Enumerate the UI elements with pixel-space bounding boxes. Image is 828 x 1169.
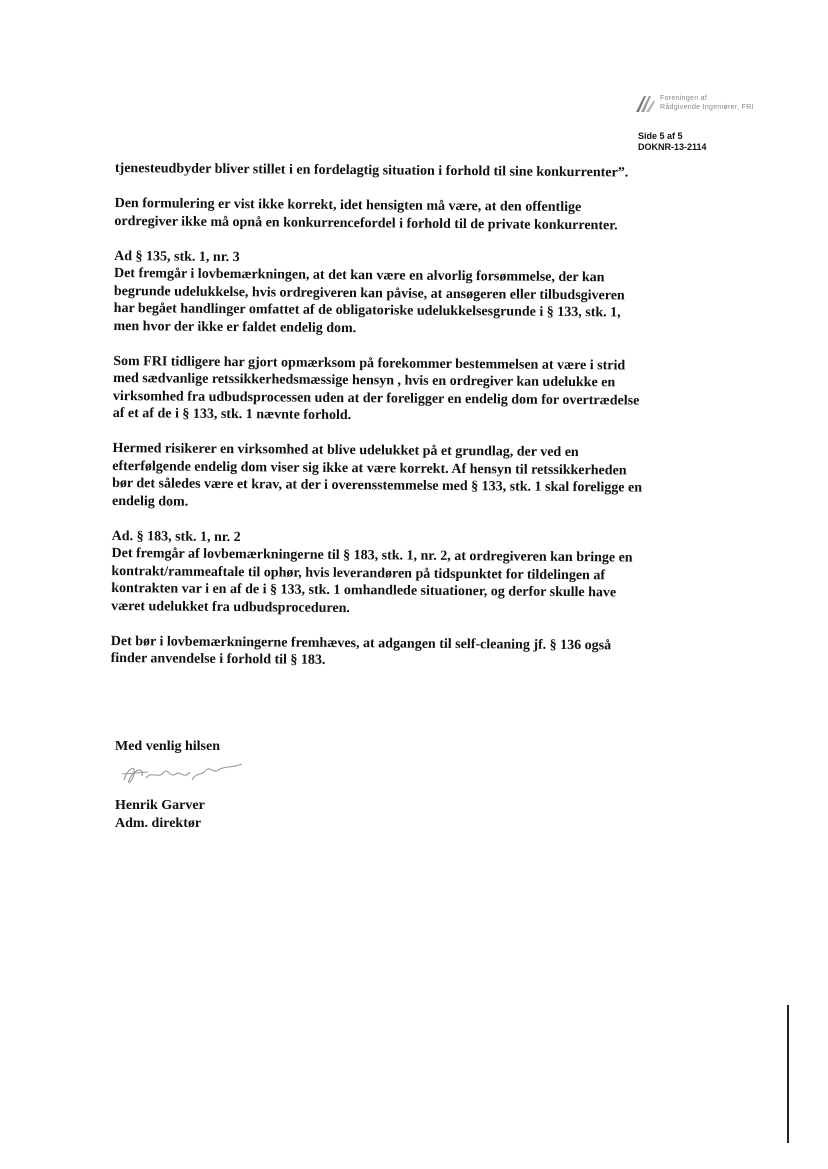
fri-logo: [636, 92, 796, 122]
logo-line-1: Foreningen af: [660, 95, 708, 102]
heading-183: Ad. § 183, stk. 1, nr. 2: [111, 528, 241, 545]
fri-logo-icon: [636, 92, 658, 114]
scan-edge-mark: [787, 1005, 789, 1143]
signer-name: Henrik Garver: [115, 798, 205, 813]
greeting: Med venlig hilsen: [115, 739, 221, 754]
paragraph-6: Det fremgår af lovbemærkningerne til § 183, stk. 1, nr. 2, at ordregiveren kan bringe en kontrakt/rammeaftale til ophør, hvis leverandøren på tidspunktet for tildelingen af kontrakten var i en af de i § 133, stk. 1 omhandlede situationer, og derfor skulle have været udelukket fra udbudsproceduren.: [111, 545, 633, 616]
document-number: DOKNR-13-2114: [638, 142, 707, 152]
letter-body: [110, 160, 645, 690]
signer-block: [115, 797, 205, 832]
heading-135: Ad § 135, stk. 1, nr. 3: [114, 248, 240, 265]
page-info: [638, 131, 707, 153]
paragraph-7: Det bør i lovbemærkningerne fremhæves, at adgangen til self-cleaning jf. § 136 også finder anvendelse i forhold til § 183.: [110, 633, 612, 668]
paragraph-5: Hermed risikerer en virksomhed at blive udelukket på et grundlag, der ved en efterfølgende endelig dom viser sig ikke at være korrekt. Af hensyn til retssikkerheden bør det således være et krav, at der i overensstemmelse med § 133, stk. 1 skal foreligge en endelig dom.: [111, 440, 643, 510]
section-183: [111, 527, 642, 619]
paragraph-1: tjenesteudbyder bliver stillet i en fordelagtig situation i forhold til sine konkurrenter”.: [114, 160, 629, 181]
section-135: [113, 247, 644, 339]
logo-text: [660, 94, 754, 112]
paragraph-2: Den formulering er vist ikke korrekt, idet hensigten må være, at den offentlige ordregiver ikke må opnå en konkurrencefordel i forhold til de private konkurrenter.: [114, 195, 618, 233]
page-number: Side 5 af 5: [638, 131, 683, 141]
signer-title: Adm. direktør: [115, 815, 202, 831]
paragraph-4: Som FRI tidligere har gjort opmærksom på forekommer bestemmelsen at være i strid med sædvanlige retssikkerhedsmæssige hensyn , hvis en ordregiver kan udelukke en virksomhed fra udbudsprocessen uden at der foreligger en endelig dom for overtrædelse af et af de i § 133, stk. 1 nævnte forhold.: [112, 353, 640, 424]
handwritten-signature: [118, 758, 248, 792]
paragraph-3: Det fremgår i lovbemærkningen, at det kan være en alvorlig forsømmelse, der kan begrunde udelukkelse, hvis ordregiveren kan påvise, at ansøgeren eller tilbudsgiveren har begået handlinger omfattet af de obligatoriske udelukkelsesgrunde i § 133, stk. 1, men hvor der ikke er faldet endelig dom.: [113, 265, 625, 336]
logo-line-2: Rådgivende Ingeniører, FRI: [660, 104, 754, 111]
